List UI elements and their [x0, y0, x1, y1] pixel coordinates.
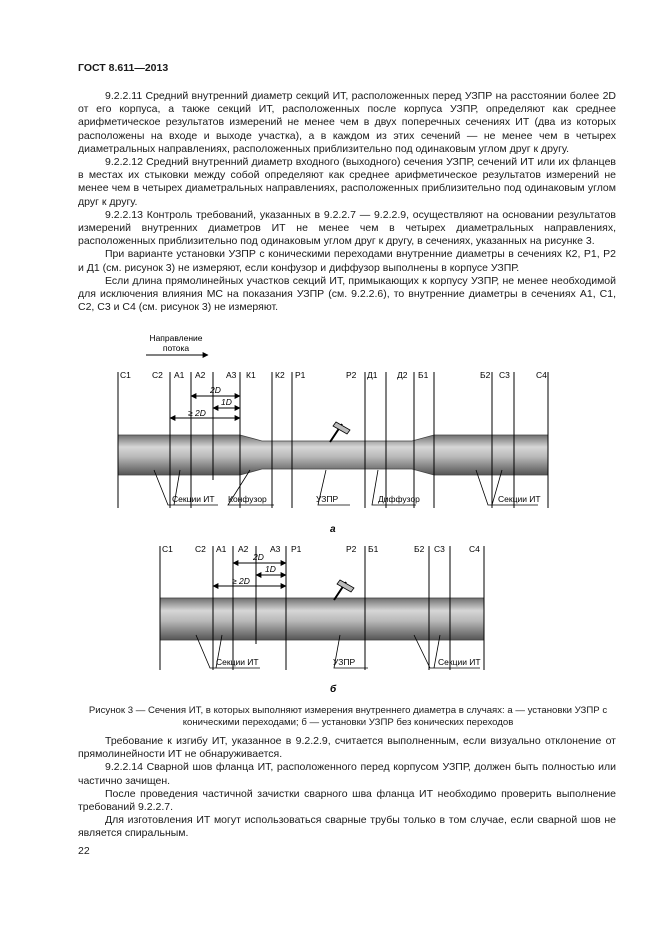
section-label: С2: [152, 370, 163, 380]
label-sections-right-a: Секции ИТ: [498, 494, 541, 504]
body-text-top: [78, 90, 616, 314]
section-label: А1: [216, 544, 227, 554]
paragraph: 9.2.2.11 Средний внутренний диаметр секций ИТ, расположенных перед УЗПР на расстоянии более 2D от его корпуса, а также секций ИТ, расположенных после корпуса УЗПР, определяют как среднее арифметическое результатов измерений не менее чем в двух поперечных сечениях ИТ (два из которых расположены на входе и выходе участка), а в каждом из этих сечений — не менее чем в четырех диаметральных направлениях, расположенных приблизительно под одинаковым углом друг к другу.: [78, 90, 616, 155]
paragraph: 9.2.2.13 Контроль требований, указанных в 9.2.2.7 — 9.2.2.9, осуществляют на основании результатов измерений внутренних диаметров ИТ не менее чем в четырех диаметральных направлениях, расположенных приблизительно под одинаковым углом друг к другу, в сечениях, указанных на рисунке 3.: [78, 208, 616, 248]
section-label: С3: [499, 370, 510, 380]
section-label: К1: [246, 370, 256, 380]
section-label: С4: [536, 370, 547, 380]
section-label: С3: [434, 544, 445, 554]
section-label: К2: [275, 370, 285, 380]
section-label: С1: [162, 544, 173, 554]
label-uzpr-b: УЗПР: [333, 657, 356, 667]
flow-label-1: Направление: [149, 333, 203, 343]
section-label: Р1: [295, 370, 306, 380]
pipe-a: [118, 435, 548, 475]
body-text-bottom: [78, 735, 616, 841]
section-label: А3: [270, 544, 281, 554]
section-label: А2: [195, 370, 206, 380]
page-number: 22: [78, 845, 90, 857]
dim-1d: 1D: [221, 397, 232, 407]
transducer-a: [330, 422, 350, 442]
dim-2d: 2D: [253, 552, 264, 562]
transducer-b: [334, 580, 354, 600]
section-label: Б1: [418, 370, 429, 380]
sublabel-b: б: [330, 684, 337, 695]
section-label: Р1: [291, 544, 302, 554]
diagram-b: [160, 544, 484, 695]
label-diffuser: Диффузор: [378, 494, 420, 504]
label-sections-left-a: Секции ИТ: [172, 494, 215, 504]
section-label: Р2: [346, 544, 357, 554]
diagram-a: [118, 370, 548, 535]
section-label: Р2: [346, 370, 357, 380]
paragraph: Требование к изгибу ИТ, указанное в 9.2.2.9, считается выполненным, если визуально отклонение от прямолинейности ИТ не обнаруживается.: [78, 735, 616, 761]
paragraph: После проведения частичной зачистки сварного шва фланца ИТ необходимо проверить выполнение требований 9.2.2.7.: [78, 787, 616, 814]
section-label: А2: [238, 544, 249, 554]
section-label: Д1: [367, 370, 378, 380]
section-label: С2: [195, 544, 206, 554]
paragraph: Для изготовления ИТ могут использоваться сварные трубы только в том случае, если сварной шов не является спиральным.: [78, 814, 616, 840]
section-label: А1: [174, 370, 185, 380]
section-label: Б2: [480, 370, 491, 380]
label-uzpr-a: УЗПР: [316, 494, 339, 504]
sublabel-a: а: [330, 524, 336, 535]
dim-ge2d: ≥ 2D: [232, 576, 250, 586]
dim-ge2d: ≥ 2D: [188, 408, 206, 418]
dim-2d: 2D: [210, 385, 221, 395]
paragraph: 9.2.2.12 Средний внутренний диаметр входного (выходного) сечения УЗПР, сечений ИТ или их фланцев в местах их стыковки между собой определяют как среднее арифметическое результатов измерений не менее чем в четырех диаметральных направлениях, расположенных приблизительно под одинаковым углом друг к другу.: [78, 156, 616, 208]
figure-3: [78, 330, 618, 702]
figure-caption: Рисунок 3 — Сечения ИТ, в которых выполняют измерения внутреннего диаметра в случаях: а — установки УЗПР с коническими переходами; б — установки УЗПР без конических переходов: [88, 705, 608, 728]
flow-direction: [146, 333, 208, 355]
pipe-b: [160, 598, 484, 640]
section-label: А3: [226, 370, 237, 380]
flow-label-2: потока: [162, 343, 190, 353]
section-label: Б1: [368, 544, 379, 554]
label-sections-right-b: Секции ИТ: [438, 657, 481, 667]
section-label: Д2: [397, 370, 408, 380]
dim-1d: 1D: [265, 564, 276, 574]
paragraph: 9.2.2.14 Сварной шов фланца ИТ, расположенного перед корпусом УЗПР, должен быть полностью или частично зачищен.: [78, 761, 616, 787]
document-header: ГОСТ 8.611—2013: [78, 62, 169, 74]
section-label: С1: [120, 370, 131, 380]
section-label: С4: [469, 544, 480, 554]
section-label: Б2: [414, 544, 425, 554]
paragraph: Если длина прямолинейных участков секций ИТ, примыкающих к корпусу УЗПР, не менее необходимой для исключения влияния МС на показания УЗПР (см. 9.2.2.6), то внутренние диаметры в сечениях А1, С1, С2, С3 и С4 (см. рисунок 3) не измеряют.: [78, 274, 616, 314]
label-sections-left-b: Секции ИТ: [216, 657, 259, 667]
paragraph: При варианте установки УЗПР с коническими переходами внутренние диаметры в сечениях К2, Р1, Р2 и Д1 (см. рисунок 3) не измеряют, если конфузор и диффузор выполнены в корпусе УЗПР.: [78, 248, 616, 274]
label-confuser: Конфузор: [228, 494, 267, 504]
